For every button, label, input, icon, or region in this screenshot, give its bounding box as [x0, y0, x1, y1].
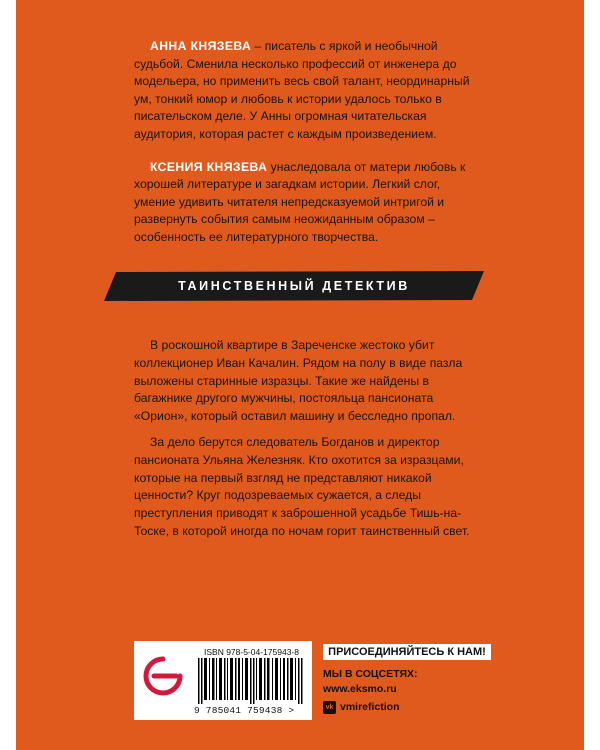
- synopsis-paragraph: В роскошной квартире в Зареченске жестоко убит коллекционер Иван Качалин. Рядом на полу в виде пазла выложены старинные изразцы. Такие же найдены в багажнике другого мужчины, постояльца пансионата «Орион», который оставил машину и бесследно пропал.: [134, 338, 463, 424]
- eksmo-logo-icon: [140, 653, 186, 699]
- author-bio-text: унаследовала от матери любовь к хорошей литературе и загадкам истории. Легкий слог, умение удивить читателя непредсказуемой интригой и развернуть события самым неожиданным образом – особенность ее литературного творчества.: [134, 159, 466, 244]
- series-banner: [104, 271, 484, 301]
- synopsis: [134, 337, 484, 549]
- author-bio-ksenia: [134, 159, 484, 247]
- author-bios: [134, 38, 484, 262]
- isbn-number: ISBN 978-5-04-175943-8: [204, 647, 299, 657]
- author-name-ksenia: КСЕНИЯ КНЯЗЕВА: [150, 159, 268, 174]
- back-cover: [16, 0, 584, 750]
- author-name-anna: АННА КНЯЗЕВА: [150, 39, 252, 53]
- social-label: МЫ В СОЦСЕТЯХ:: [323, 668, 418, 680]
- author-bio-anna: [134, 38, 484, 144]
- vk-icon: vk: [323, 701, 336, 714]
- vk-link[interactable]: [323, 700, 400, 714]
- synopsis-paragraph: За дело берутся следователь Богданов и директор пансионата Ульяна Железняк. Кто охотится за изразцами, которые на первый взгляд не представляют никакой ценности? Круг подозреваемых сужается, а следы преступления приводят к заброшенной усадьбе Тишь-на-Тоске, в которой иногда по ночам горит таинственный свет.: [134, 434, 470, 538]
- vk-handle: vmirefiction: [340, 701, 400, 713]
- barcode-box: [134, 641, 312, 720]
- barcode-icon: [198, 658, 306, 704]
- join-us-badge: ПРИСОЕДИНЯЙТЕСЬ К НАМ!: [323, 644, 491, 660]
- social-block: [323, 667, 418, 697]
- website-link[interactable]: www.eksmo.ru: [323, 683, 397, 695]
- series-title: ТАИНСТВЕННЫЙ ДЕТЕКТИВ: [178, 279, 410, 293]
- barcode-digits: 9 785041 759438 >: [194, 705, 295, 716]
- author-bio-text: – писатель с яркой и необычной судьбой. Сменила несколько профессий от инженера до модельера, но применить весь свой талант, неординарный ум, тонкий юмор и любовь к истории удалось только в писательском деле. У Анны огромная читательская аудитория, которая растет с каждым произведением.: [134, 39, 470, 141]
